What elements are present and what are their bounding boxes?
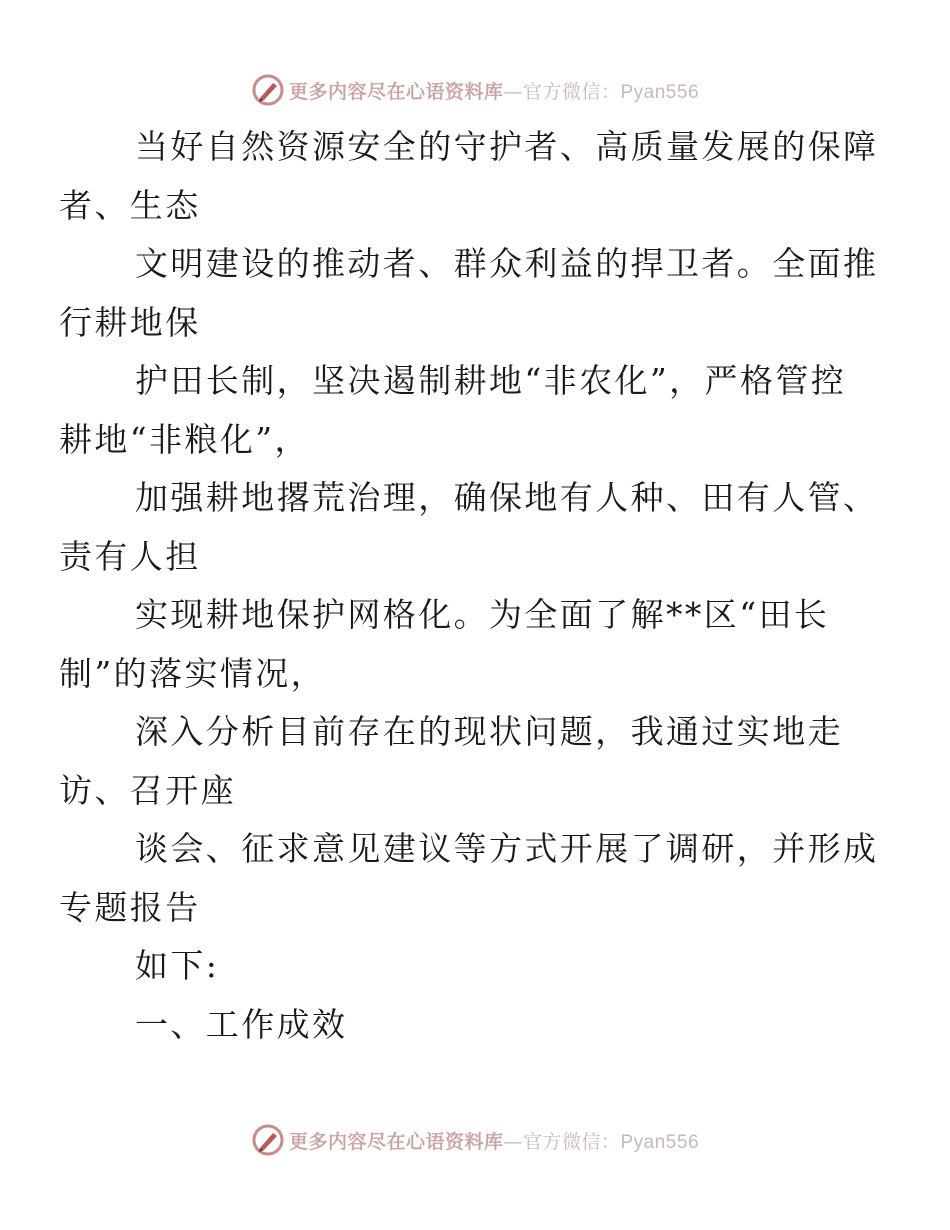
paragraph xyxy=(59,118,879,235)
watermark-wechat: 官方微信：Pyan556 xyxy=(523,81,700,103)
paragraph xyxy=(59,469,879,586)
watermark-wechat: 官方微信：Pyan556 xyxy=(523,1131,700,1153)
document-body xyxy=(59,118,879,1054)
text-line: 加强耕地撂荒治理，确保地有人种、田有人管、 xyxy=(135,478,879,517)
text-line: 文明建设的推动者、群众利益的捍卫者。全面推 xyxy=(135,244,879,283)
pen-circle-logo-icon xyxy=(251,1123,285,1157)
text-line: 耕地“非粮化”， xyxy=(59,419,310,459)
text-line: 者、生态 xyxy=(59,185,201,225)
paragraph xyxy=(59,352,857,469)
text-line: 访、召开座 xyxy=(59,770,236,810)
paragraph xyxy=(97,937,857,996)
watermark-brand: 更多内容尽在心语资料库 xyxy=(288,1130,504,1153)
text-line: 如下: xyxy=(135,946,220,985)
text-line: 护田长制，坚决遏制耕地“非农化”，严格管控 xyxy=(135,361,847,400)
watermark-dash: — xyxy=(503,80,523,103)
watermark-text xyxy=(289,1127,699,1154)
text-line: 行耕地保 xyxy=(59,302,201,342)
section-heading xyxy=(97,996,857,1055)
text-line: 一、工作成效 xyxy=(135,1004,348,1044)
pen-circle-logo-icon xyxy=(251,73,285,107)
text-line: 谈会、征求意见建议等方式开展了调研，并形成 xyxy=(135,829,879,868)
header-watermark-banner xyxy=(0,70,950,110)
paragraph xyxy=(59,235,879,352)
watermark-text xyxy=(289,77,699,104)
watermark-brand: 更多内容尽在心语资料库 xyxy=(288,80,504,103)
text-line: 专题报告 xyxy=(59,887,201,927)
text-line: 制”的落实情况， xyxy=(59,653,327,693)
text-line: 实现耕地保护网格化。为全面了解**区“田长 xyxy=(135,595,830,634)
text-line: 深入分析目前存在的现状问题，我通过实地走 xyxy=(135,712,843,751)
paragraph xyxy=(59,586,857,703)
watermark-dash: — xyxy=(503,1130,523,1153)
text-line: 责有人担 xyxy=(59,536,201,576)
paragraph xyxy=(59,703,857,820)
paragraph xyxy=(59,820,879,937)
text-line: 当好自然资源安全的守护者、高质量发展的保障 xyxy=(135,127,879,166)
footer-watermark-banner xyxy=(0,1120,950,1160)
